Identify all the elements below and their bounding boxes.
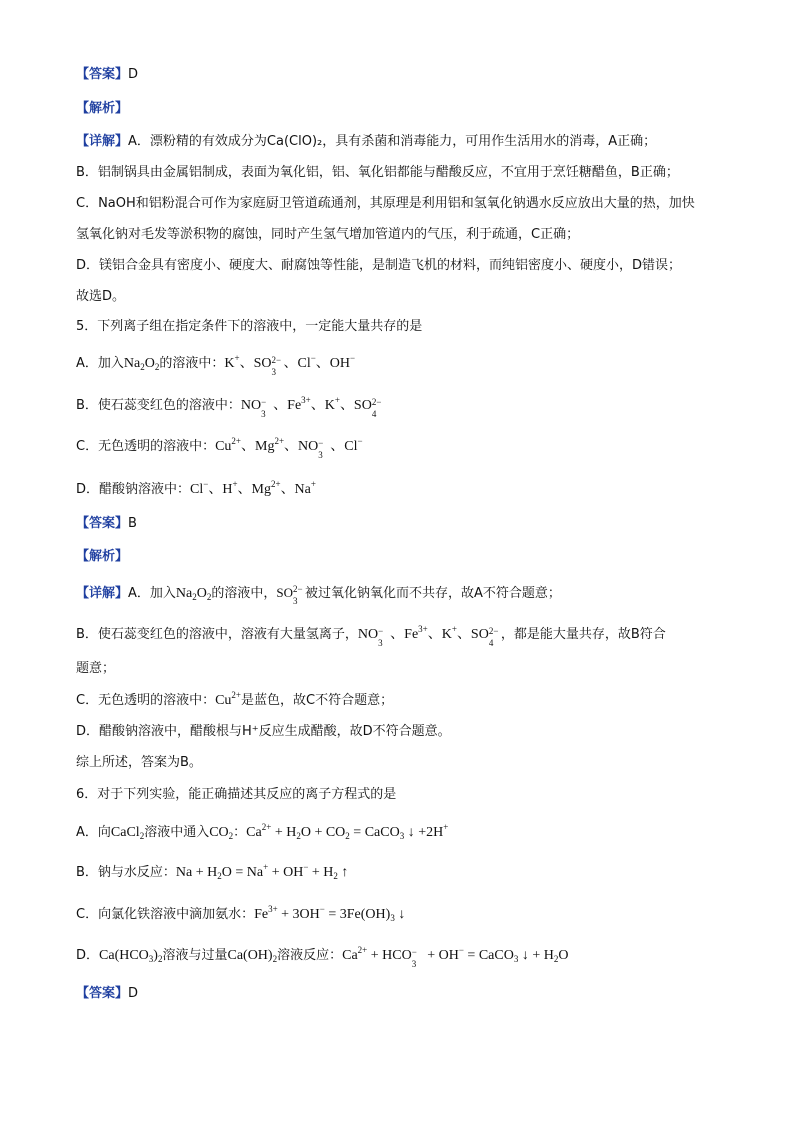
question-stem: [76, 786, 396, 804]
detail-line: [76, 660, 115, 678]
summary-line: [76, 754, 202, 772]
detail-tag: 【详解】: [76, 586, 129, 601]
answer-value: B: [128, 516, 137, 531]
option-label: B．钠与水反应：: [76, 865, 176, 880]
detail-text: 是蓝色，故C不符合题意；: [241, 693, 394, 708]
answer-value: D: [128, 67, 139, 82]
answer-line: [76, 515, 137, 533]
answer-tag: 【答案】: [76, 986, 129, 1001]
option-label: D．醋酸钠溶液中：: [76, 482, 191, 497]
detail-text: D．镁铝合金具有密度小、硬度大、耐腐蚀等性能，是制造飞机的材料，而纯铝密度小、硬度小，D错误；: [76, 258, 682, 273]
detail-text: C．NaOH和铝粉混合可作为家庭厨卫管道疏通剂，其原理是利用铝和氢氧化钠遇水反应放出大量的热，加快: [76, 196, 695, 211]
detail-line: 【详解】A．加入$Na_2O_2$的溶液中，SO 2− 3 被过氧化钠氧化而不共存，故A不符合题意；: [76, 584, 561, 606]
answer-value: D: [128, 986, 139, 1001]
question-text: 6．对于下列实验，能正确描述其反应的离子方程式的是: [76, 787, 397, 802]
detail-tag: 【详解】: [76, 134, 129, 149]
detail-text: 的溶液中，: [211, 586, 277, 601]
option-label: C．向氯化铁溶液中滴加氨水：: [76, 907, 255, 922]
option-text: 溶液反应：: [277, 948, 343, 963]
detail-line: C．无色透明的溶液中：$Cu^{2+}$是蓝色，故C不符合题意；: [76, 690, 394, 708]
detail-text: 题意；: [76, 661, 116, 676]
option-text: 溶液中通入: [144, 825, 210, 840]
option-c: C．向氯化铁溶液中滴加氨水：$Fe^{3+} + 3OH^- = 3Fe(OH)_3$ ↓: [76, 904, 406, 923]
option-a: A．加入$Na_2O_2$的溶液中：K+、SO 2− 3 、Cl−、OH−: [76, 353, 356, 377]
option-label: B．使石蕊变红色的溶液中：: [76, 398, 241, 413]
detail-text: B．铝制锅具由金属铝制成，表面为氧化铝，铝、氧化铝都能与醋酸反应，不宜用于烹饪糖醋鱼，B正确；: [76, 165, 679, 180]
detail-line: [76, 164, 679, 182]
option-text: 溶液与过量: [162, 948, 228, 963]
answer-line: [76, 66, 138, 84]
option-label: C．无色透明的溶液中：: [76, 439, 216, 454]
option-b: B．钠与水反应：$Na + H_2O = Na^+ + OH^- + H_2$ ↑: [76, 862, 349, 881]
analysis-line: [76, 100, 128, 118]
question-text: 5．下列离子组在指定条件下的溶液中，一定能大量共存的是: [76, 319, 423, 334]
analysis-tag: 【解析】: [76, 549, 129, 564]
detail-line: B．使石蕊变红色的溶液中，溶液有大量氢离子，NO − 3 、$Fe^{3+}$、K+、SO 2− 4 ，都是能大量共存，故B符合: [76, 624, 666, 648]
question-stem: [76, 318, 422, 336]
answer-line: [76, 985, 138, 1003]
detail-text: C．无色透明的溶液中：: [76, 693, 216, 708]
option-label: A．加入: [76, 356, 124, 371]
detail-line: [76, 257, 681, 275]
detail-line: [76, 133, 656, 151]
detail-text: A．漂粉精的有效成分为Ca(ClO)₂，具有杀菌和消毒能力，可用作生活用水的消毒，A正确；: [128, 134, 657, 149]
summary-text: 综上所述，答案为B。: [76, 755, 202, 770]
detail-text: A．加入: [128, 586, 176, 601]
detail-text: 故选D。: [76, 289, 126, 304]
detail-text: ，都是能大量共存，故B符合: [500, 627, 666, 642]
detail-text: D．醋酸钠溶液中，醋酸根与H⁺反应生成醋酸，故D不符合题意。: [76, 724, 451, 739]
option-text: 的溶液中：: [159, 356, 225, 371]
analysis-tag: 【解析】: [76, 101, 129, 116]
answer-tag: 【答案】: [76, 516, 129, 531]
detail-text: B．使石蕊变红色的溶液中，溶液有大量氢离子，: [76, 627, 358, 642]
analysis-line: [76, 548, 128, 566]
option-b: B．使石蕊变红色的溶液中：NO − 3 、$Fe^{3+}$、K+、SO 2− 4: [76, 395, 382, 419]
detail-line: [76, 288, 125, 306]
option-label: A．向: [76, 825, 111, 840]
detail-line: [76, 195, 695, 213]
option-d: D．醋酸钠溶液中：Cl−、H+、$Mg^{2+}$、Na+: [76, 479, 316, 497]
option-d: D．$Ca(HCO_3)_2$溶液与过量$Ca(OH)_2$溶液反应：$Ca^{2+}$ + HCO − 3 + OH− = CaCO$_3$ ↓ + $H_2O$: [76, 945, 569, 969]
detail-text: 氢氧化钠对毛发等淤积物的腐蚀，同时产生氢气增加管道内的气压，利于疏通，C正确；: [76, 227, 580, 242]
detail-line: [76, 723, 451, 741]
option-c: C．无色透明的溶液中：$Cu^{2+}$、$Mg^{2+}$、NO − 3 、Cl−: [76, 436, 363, 460]
detail-line: [76, 226, 579, 244]
detail-text: 被过氧化钠氧化而不共存，故A不符合题意；: [305, 586, 561, 601]
option-label: D．: [76, 948, 100, 963]
option-a: A．向CaCl$_2$溶液中通入$CO_2$：$Ca^{2+} + H_2O + CO_2$ = CaCO$_3$ ↓ +2H+: [76, 822, 449, 841]
answer-tag: 【答案】: [76, 67, 129, 82]
